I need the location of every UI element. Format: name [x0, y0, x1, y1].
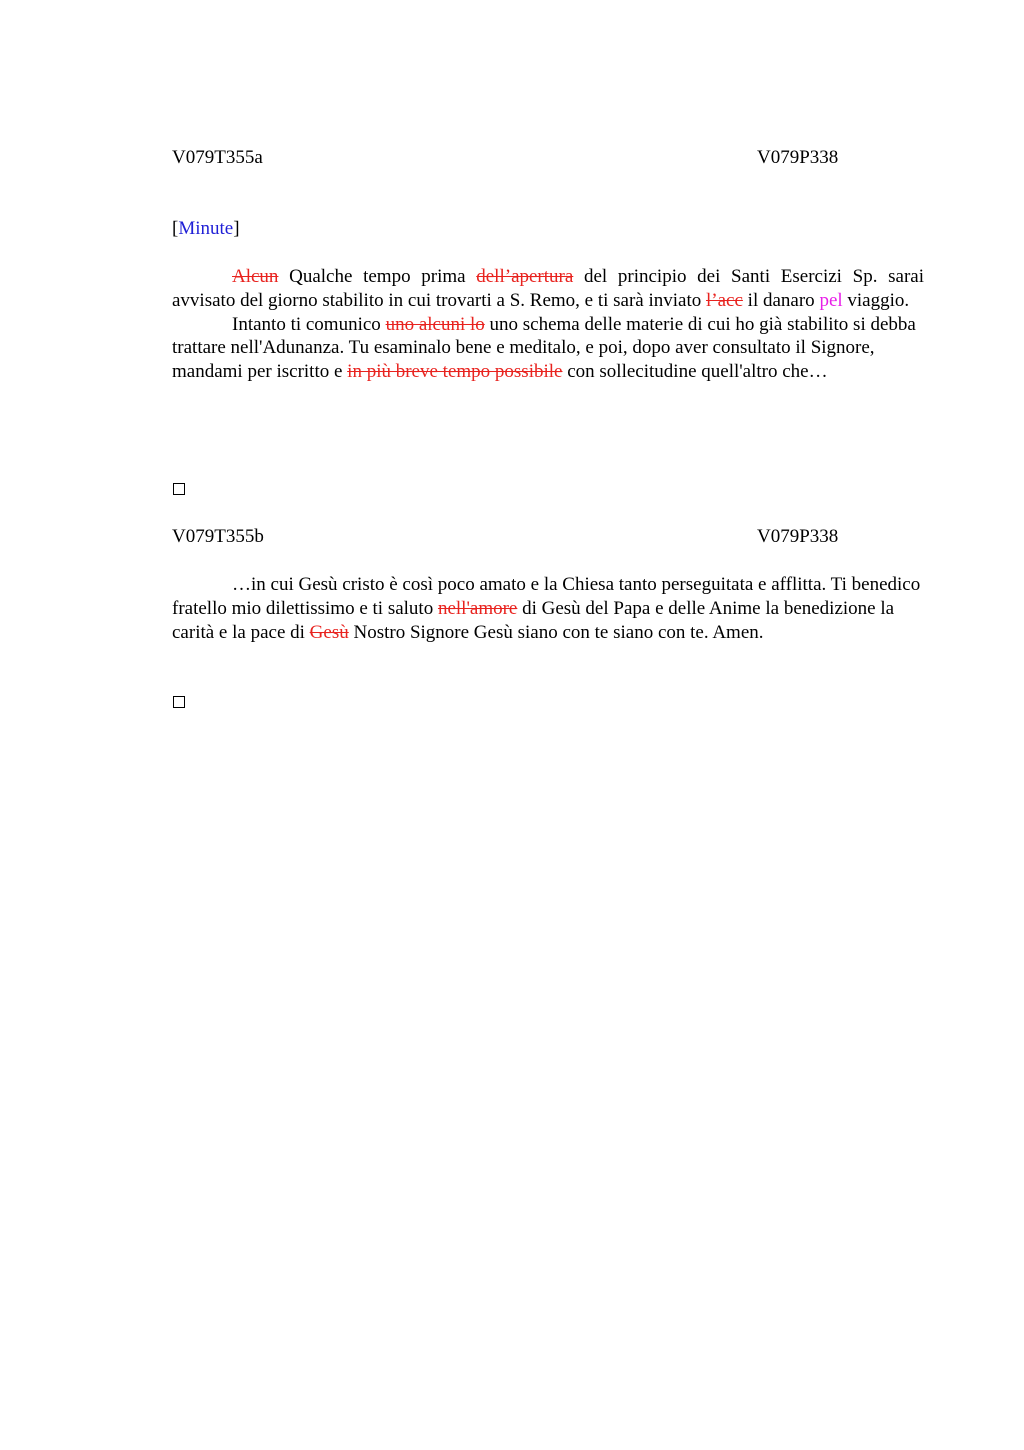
letter-b-id: V079T355b	[172, 526, 264, 547]
body-text: con sollecitudine quell'altro che…	[562, 361, 828, 383]
body-text: viaggio.	[842, 289, 910, 311]
letter-b-paragraph-1	[172, 573, 924, 644]
letter-a-page-ref: V079P338	[757, 147, 839, 168]
deleted-text: Alcun	[232, 266, 279, 287]
letter-a-header	[172, 145, 924, 171]
minute-label-close: ]	[233, 218, 240, 239]
minute-label-open: [	[172, 218, 179, 239]
deleted-text: Gesù	[309, 621, 349, 643]
letter-b-body	[172, 573, 924, 644]
letter-b-header	[172, 524, 924, 550]
minute-label	[172, 216, 240, 242]
body-text: Qualche tempo prima	[278, 266, 477, 287]
added-text: pel	[819, 289, 843, 311]
letter-a-paragraph-2	[172, 313, 924, 384]
body-text: il danaro	[742, 289, 820, 311]
letter-a-paragraph-1	[172, 265, 924, 313]
deleted-text: in più breve tempo possibile	[347, 361, 563, 383]
body-text: Nostro Signore Gesù siano con te siano con te. Amen.	[348, 621, 764, 643]
letter-a-body	[172, 265, 924, 384]
deleted-text: uno alcuni lo	[385, 313, 485, 335]
body-text: di Gesù del Papa e delle Anime la benedizione la carità e la pace di	[172, 597, 895, 643]
body-text: …in cui Gesù cristo è così poco amato e la Chiesa tanto perseguitata e afflitta. Ti benedico fratello mio dilettissimo e ti saluto	[172, 574, 921, 619]
deleted-text: l’acc	[706, 289, 743, 311]
letter-b-page-ref: V079P338	[757, 526, 839, 547]
deleted-text: nell'amore	[437, 597, 518, 619]
body-text: uno schema delle materie di cui ho già stabilito si debba trattare nell'Adunanza. Tu esaminalo bene e meditalo, e poi, dopo aver consultato il Signore, mandami per iscritto e	[172, 313, 916, 383]
body-text: del principio dei Santi Esercizi Sp. sarai avvisato del giorno stabilito in cui trovarti a S. Remo, e ti sarà inviato	[172, 266, 924, 311]
minute-label-text: Minute	[178, 218, 234, 239]
separator-box	[173, 696, 185, 708]
letter-a-id: V079T355a	[172, 147, 263, 168]
deleted-text: dell’apertura	[476, 266, 574, 287]
separator-box	[173, 483, 185, 495]
body-text: Intanto ti comunico	[232, 313, 386, 335]
